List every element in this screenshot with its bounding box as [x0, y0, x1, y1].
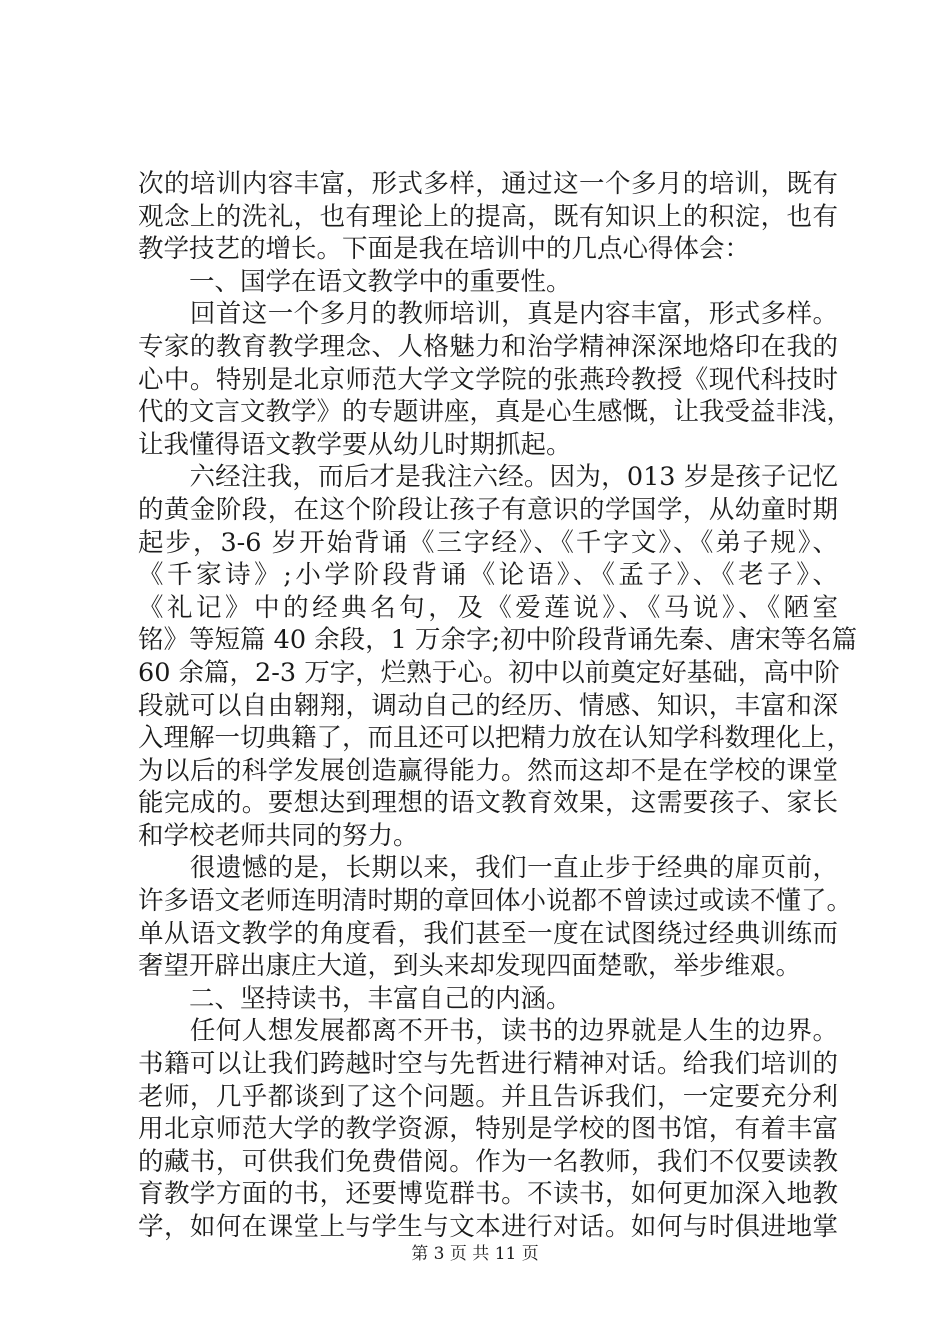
text-line: 为以后的科学发展创造赢得能力。然而这却不是在学校的课堂	[138, 755, 838, 786]
text-line: 六经注我，而后才是我注六经。因为，013 岁是孩子记忆	[138, 462, 838, 493]
text-line: 能完成的。要想达到理想的语文教育效果，这需要孩子、家长	[138, 788, 838, 819]
text-line: 段就可以自由翱翔，调动自己的经历、情感、知识，丰富和深	[138, 690, 838, 721]
text-line: 许多语文老师连明清时期的章回体小说都不曾读过或读不懂了。	[138, 886, 853, 917]
text-line: 观念上的洗礼，也有理论上的提高，既有知识上的积淀，也有	[138, 201, 838, 232]
text-line: 单从语文教学的角度看，我们甚至一度在试图绕过经典训练而	[138, 918, 838, 949]
text-line: 铭》等短篇 40 余段，1 万余字;初中阶段背诵先秦、唐宋等名篇	[138, 625, 858, 656]
page-number-label: 第 3 页 共 11 页	[411, 1244, 539, 1264]
text-line: 次的培训内容丰富，形式多样，通过这一个多月的培训，既有	[138, 169, 838, 199]
text-line: 老师，几乎都谈到了这个问题。并且告诉我们，一定要充分利	[138, 1081, 838, 1112]
text-line: 一、国学在语文教学中的重要性。	[138, 266, 572, 297]
text-line: 很遗憾的是，长期以来，我们一直止步于经典的扉页前，	[138, 853, 838, 884]
text-line: 专家的教育教学理念、人格魅力和治学精神深深地烙印在我的	[138, 331, 838, 362]
text-line: 回首这一个多月的教师培训，真是内容丰富，形式多样。	[138, 299, 838, 330]
text-line: 教学技艺的增长。下面是我在培训中的几点心得体会：	[138, 234, 751, 265]
text-line: 的藏书，可供我们免费借阅。作为一名教师，我们不仅要读教	[138, 1146, 838, 1177]
text-line: 心中。特别是北京师范大学文学院的张燕玲教授《现代科技时	[138, 364, 838, 395]
text-line: 《礼记》中的经典名句，及《爱莲说》、《马说》、《陋室	[138, 592, 838, 623]
text-line: 让我懂得语文教学要从幼儿时期抓起。	[138, 429, 572, 460]
text-line: 起步，3-6 岁开始背诵《三字经》、《千字文》、《弟子规》、	[138, 527, 838, 558]
text-line: 书籍可以让我们跨越时空与先哲进行精神对话。给我们培训的	[138, 1049, 838, 1080]
text-line: 育教学方面的书，还要博览群书。不读书，如何更加深入地教	[138, 1179, 838, 1210]
document-body	[138, 168, 858, 1244]
page-footer	[0, 1243, 950, 1265]
text-line: 二、坚持读书，丰富自己的内涵。	[138, 983, 572, 1014]
text-line: 入理解一切典籍了，而且还可以把精力放在认知学科数理化上，	[138, 723, 853, 754]
text-line: 60 余篇，2-3 万字，烂熟于心。初中以前奠定好基础，高中阶	[138, 657, 840, 688]
text-line: 和学校老师共同的努力。	[138, 820, 419, 851]
text-line: 《千家诗》;小学阶段背诵《论语》、《孟子》、《老子》、	[138, 560, 838, 591]
text-line: 用北京师范大学的教学资源，特别是学校的图书馆，有着丰富	[138, 1114, 838, 1145]
text-line: 任何人想发展都离不开书，读书的边界就是人生的边界。	[138, 1016, 838, 1047]
text-line: 代的文言文教学》的专题讲座，真是心生感慨，让我受益非浅，	[138, 397, 853, 428]
text-line: 的黄金阶段，在这个阶段让孩子有意识的学国学，从幼童时期	[138, 494, 838, 525]
text-line: 学，如何在课堂上与学生与文本进行对话。如何与时俱进地掌	[138, 1212, 838, 1242]
text-line: 奢望开辟出康庄大道，到头来却发现四面楚歌，举步维艰。	[138, 951, 802, 982]
